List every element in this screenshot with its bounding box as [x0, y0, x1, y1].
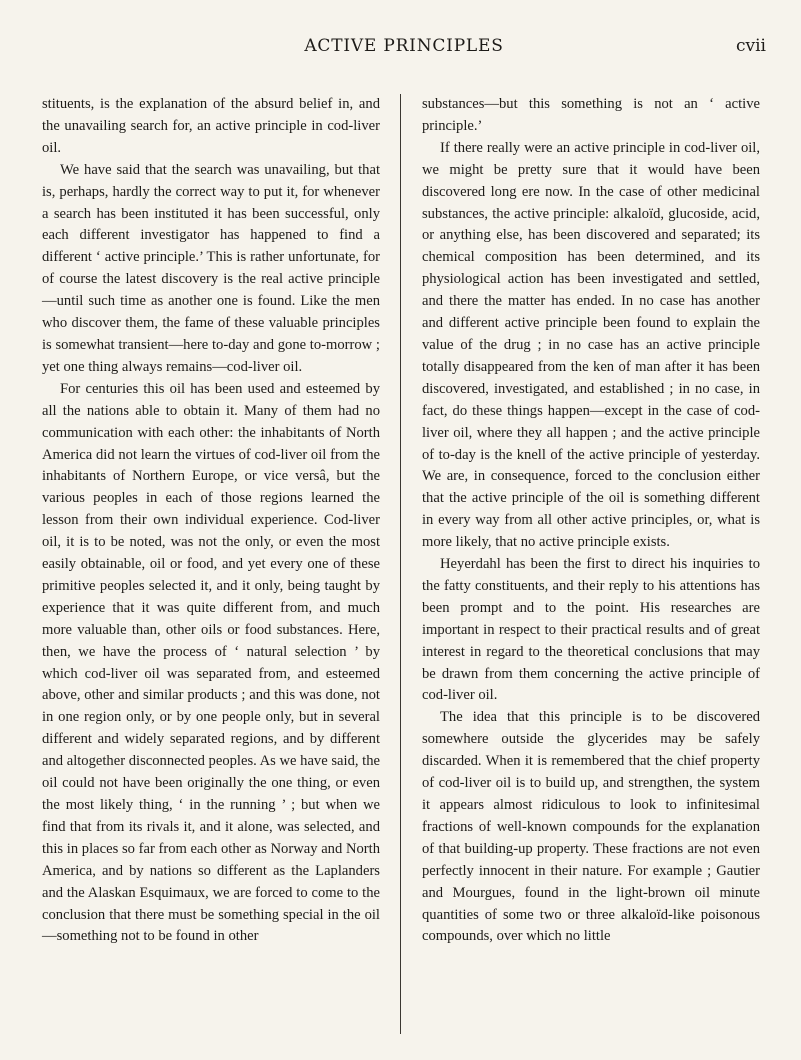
paragraph: The idea that this principle is to be discovered somewhere outside the glycerides may be safely discarded. When it is remembered that the chief property of cod-liver oil is to build up, and strengthen, the system it appears almost ridiculous to look to infinitesimal fractions of well-known compounds for the explanation of that building-up property. These fractions are not even perfectly innocent in their nature. For example ; Gautier and Mourgues, found in the light-brown oil minute quantities of some two or three alkaloïd-like poisonous compounds, over which no little [422, 709, 760, 945]
page-number: cvii [736, 36, 766, 56]
running-head [42, 36, 766, 60]
text-columns [42, 94, 768, 1034]
paragraph: For centuries this oil has been used and esteemed by all the nations able to obtain it. Many of them had no communication with each other: the inhabitants of North America did not learn the virtues of cod-liver oil from the inhabitants of Northern Europe, or vice versâ, but the various peoples in each of those regions learned the lesson from their own individual experience. Cod-liver oil, it is to be noted, was not the only, or even the most easily obtainable, oil or food, and yet every one of these primitive peoples selected it, and it only, being taught by experience that it was quite different from, and much more valuable than, other oils or food substances. Here, then, we have the process of ‘ natural selection ’ by which cod-liver oil was separated from, and esteemed above, other and similar products ; and this was done, not in one region only, or by one people only, but in several different and widely separated regions, and by different and altogether disconnected peoples. As we have said, the oil could not have been originally the one thing, or even the most likely thing, ‘ in the running ’ ; but when we find that from its rivals it, and it alone, was selected, and this in places so far from each other as Norway and North America, and by nations so different as the Laplanders and the Alaskan Esquimaux, we are forced to come to the conclusion that there must be something special in the oil—something not to be found in other [42, 380, 380, 945]
paragraph: Heyerdahl has been the first to direct his inquiries to the fatty constituents, and their reply to his attentions has been prompt and to the point. His researches are important in respect to their practical results and of great interest in regard to the theoretical conclusions that may be drawn from them concerning the active principle of cod-liver oil. [422, 556, 760, 704]
left-column [42, 94, 380, 948]
paragraph: If there really were an active principle in cod-liver oil, we might be pretty sure that it would have been discovered long ere now. In the case of other medicinal substances, the active principle: alkaloïd, glucoside, acid, or anything else, has been discovered and separated; its chemical composition has been determined, and its physiological action has been investigated and settled, and there the matter has ended. In no case has another and different active principle been found to explain the value of the drug ; in no case has an active principle totally disappeared from the ken of man after it has been discovered, investigated, and established ; in no case, in fact, do these things happen—except in the case of cod-liver oil, where they all happen ; and the active principle of to-day is the knell of the active principle of yesterday. We are, in consequence, forced to the conclusion either that the active principle of the oil is something different in every way from all other active principles, or, what is more likely, that no active principle exists. [422, 139, 760, 551]
column-divider [400, 94, 401, 1034]
paragraph: stituents, is the explanation of the absurd belief in, and the unavailing search for, an active principle in cod-liver oil. [42, 96, 380, 156]
paragraph: substances—but this something is not an ‘ active principle.’ [422, 96, 760, 134]
right-column [422, 94, 760, 948]
running-title: ACTIVE PRINCIPLES [304, 36, 504, 56]
paragraph: We have said that the search was unavailing, but that is, perhaps, hardly the correct way to put it, for whenever a search has been instituted it has been successful, only each different investigator has happened to find a different ‘ active principle.’ This is rather unfortunate, for of course the latest discovery is the real active principle—until such time as another one is found. Like the men who discover them, the fame of these valuable principles is somewhat transient—here to-day and gone to-morrow ; yet one thing always remains—cod-liver oil. [42, 161, 380, 375]
